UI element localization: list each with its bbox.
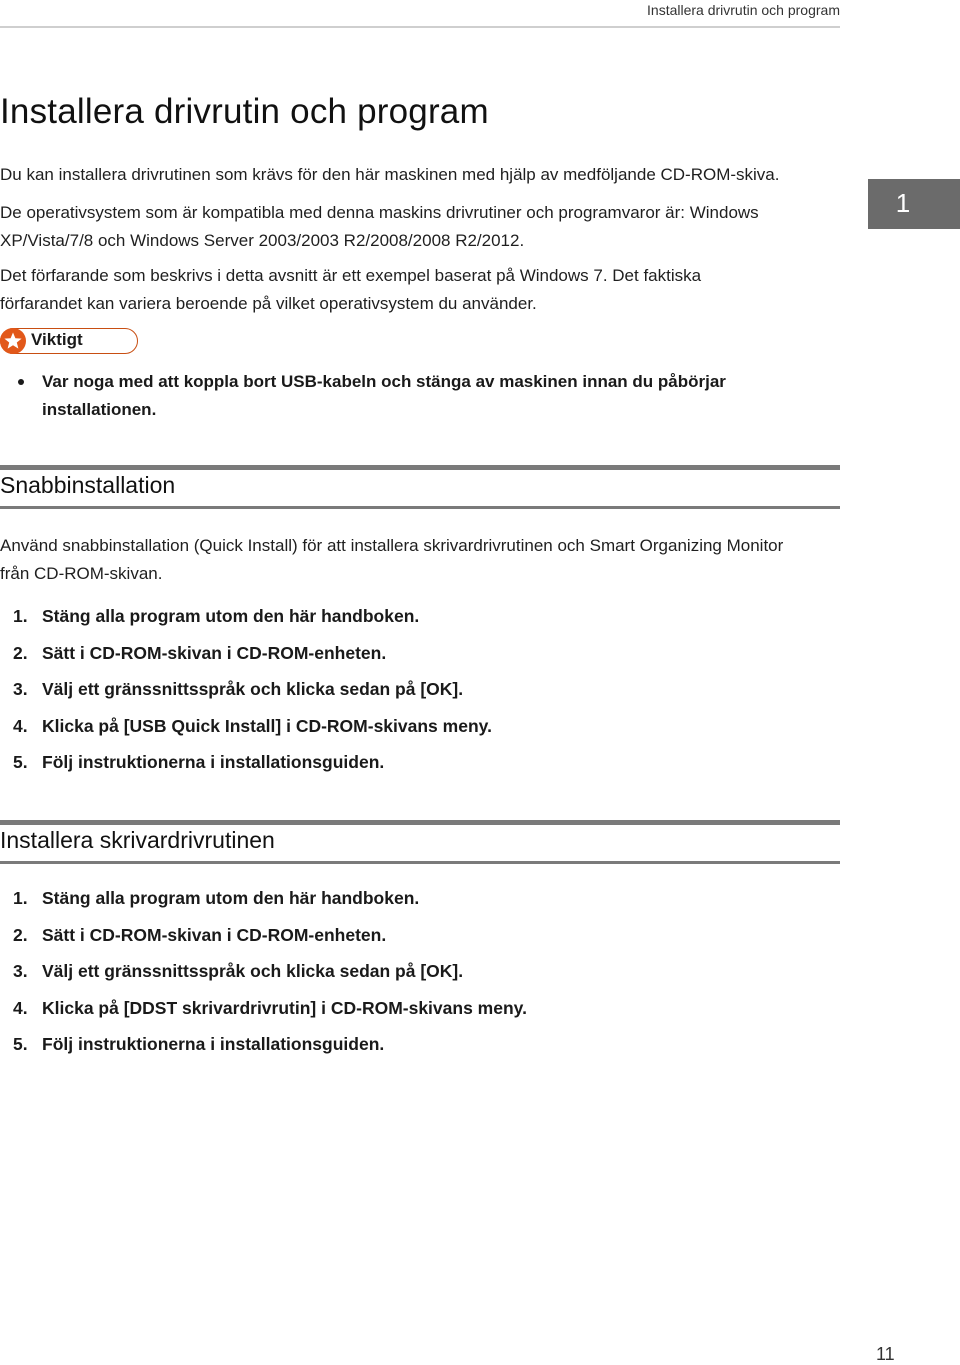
intro-paragraph-2: De operativsystem som är kompatibla med denna maskins drivrutiner och programvaror är: Windows XP/Vista/7/8 och Windows Server 2003/2003 R2/2008/2008 R2/2012. xyxy=(0,203,759,250)
step-number: 3. xyxy=(13,961,28,981)
step-text: Sätt i CD-ROM-skivan i CD-ROM-enheten. xyxy=(42,924,387,945)
step xyxy=(0,925,840,962)
chapter-tab xyxy=(868,179,960,229)
bullet-icon xyxy=(18,379,24,385)
section-rule-top xyxy=(0,820,840,825)
step-number: 5. xyxy=(13,752,28,772)
step-number: 1. xyxy=(13,606,28,626)
star-icon xyxy=(0,328,26,354)
step xyxy=(0,1034,840,1071)
intro-paragraph-3: Det förfarande som beskrivs i detta avsnitt är ett exempel baserat på Windows 7. Det faktiska förfarandet kan variera beroende på vilket operativsystem du använder. xyxy=(0,266,702,313)
step-number: 5. xyxy=(13,1034,28,1054)
step xyxy=(0,643,840,680)
section-heading-quick-install: Snabbinstallation xyxy=(0,472,176,498)
step xyxy=(0,998,840,1035)
driver-install-steps xyxy=(0,888,840,1071)
running-header-title: Installera drivrutin och program xyxy=(647,2,840,18)
running-header xyxy=(0,0,840,28)
step-number: 4. xyxy=(13,715,28,736)
step-text: Följ instruktionerna i installationsguiden. xyxy=(42,752,385,772)
section-rule-top xyxy=(0,465,840,470)
step-number: 2. xyxy=(13,924,28,945)
step-number: 3. xyxy=(13,679,28,699)
important-item-text: Var noga med att koppla bort USB-kabeln och stänga av maskinen innan du påbörjar installationen. xyxy=(42,372,726,419)
step-text: Klicka på [DDST skrivardrivrutin] i CD-ROM-skivans meny. xyxy=(42,997,527,1018)
step xyxy=(0,752,840,789)
step xyxy=(0,606,840,643)
section-rule-bottom xyxy=(0,861,840,864)
important-label: Viktigt xyxy=(31,330,83,349)
step-number: 2. xyxy=(13,642,28,663)
step xyxy=(0,716,840,753)
step-text: Klicka på [USB Quick Install] i CD-ROM-skivans meny. xyxy=(42,715,492,736)
chapter-number: 1 xyxy=(895,188,911,218)
step xyxy=(0,679,840,716)
section-rule-bottom xyxy=(0,506,840,509)
step-text: Följ instruktionerna i installationsguiden. xyxy=(42,1034,385,1054)
quick-install-steps xyxy=(0,606,840,789)
step-text: Stäng alla program utom den här handboken. xyxy=(42,606,420,626)
section-heading-driver-install: Installera skrivardrivrutinen xyxy=(0,827,275,853)
step xyxy=(0,888,840,925)
intro-paragraph-1: Du kan installera drivrutinen som krävs för den här maskinen med hjälp av medföljande CD-ROM-skiva. xyxy=(0,165,780,184)
important-badge xyxy=(0,328,138,354)
step xyxy=(0,961,840,998)
step-number: 4. xyxy=(13,997,28,1018)
step-text: Välj ett gränssnittsspråk och klicka sedan på [OK]. xyxy=(42,679,464,699)
page-title: Installera drivrutin och program xyxy=(0,92,489,131)
step-text: Sätt i CD-ROM-skivan i CD-ROM-enheten. xyxy=(42,642,387,663)
step-text: Välj ett gränssnittsspråk och klicka sedan på [OK]. xyxy=(42,961,464,981)
step-number: 1. xyxy=(13,888,28,908)
quick-install-description: Använd snabbinstallation (Quick Install) för att installera skrivardrivrutinen och Smart Organizing Monitor från CD-ROM-skivan. xyxy=(0,536,784,583)
step-text: Stäng alla program utom den här handboken. xyxy=(42,888,420,908)
page-number: 11 xyxy=(876,1344,895,1364)
